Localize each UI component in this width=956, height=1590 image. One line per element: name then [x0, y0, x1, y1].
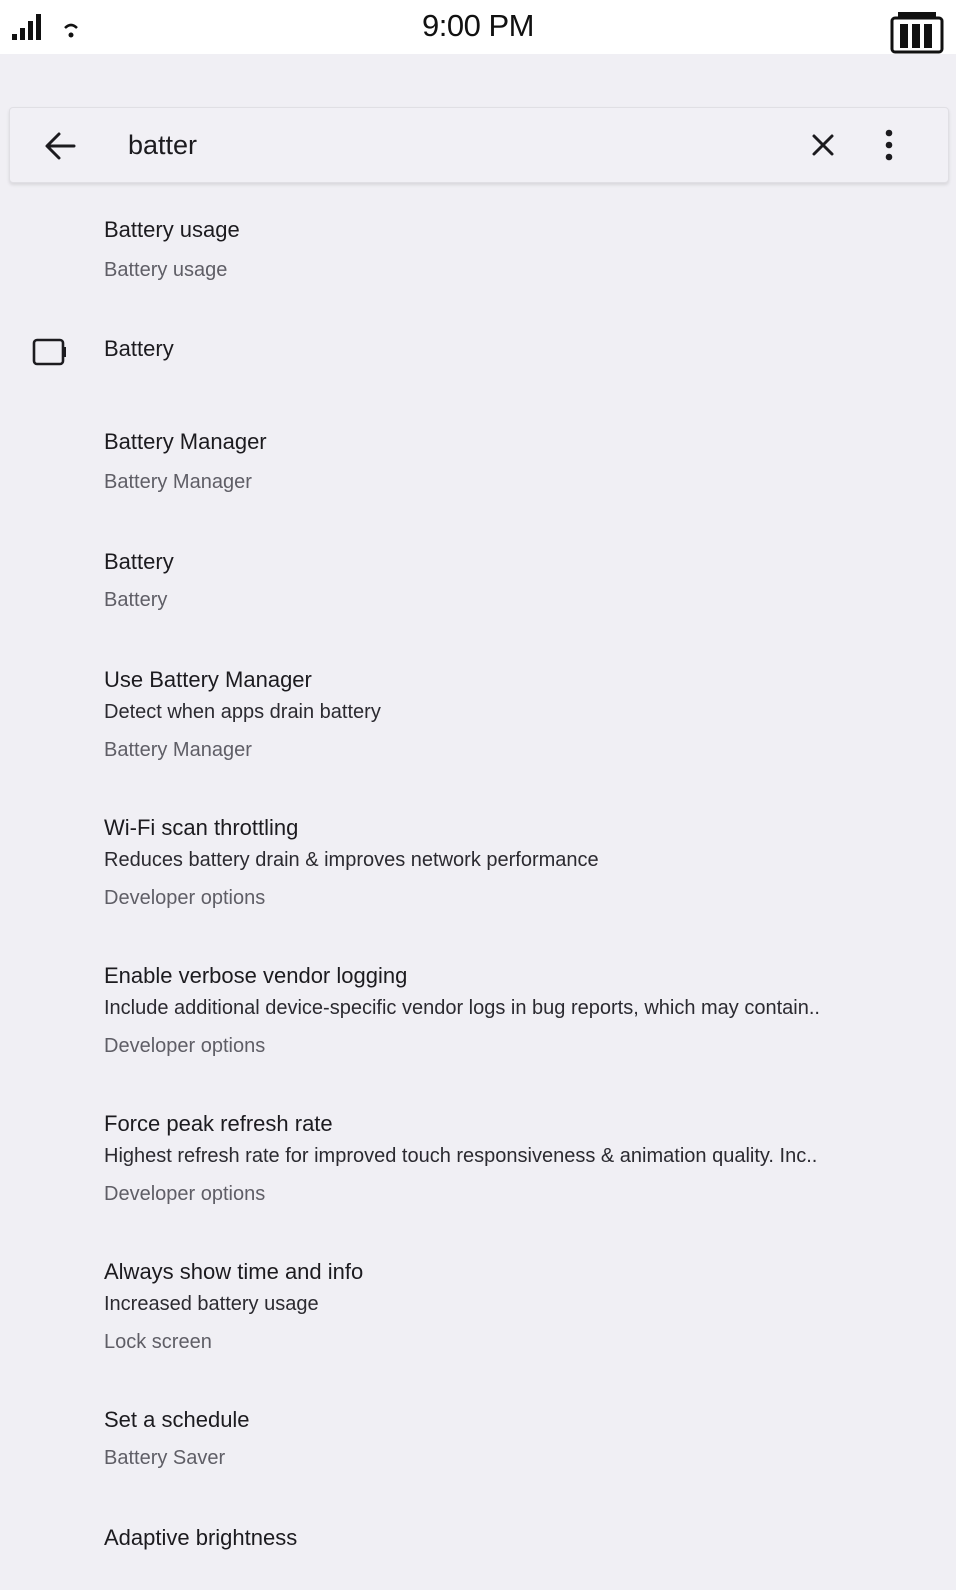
- result-title: Always show time and info: [104, 1259, 364, 1284]
- more-vert-icon[interactable]: [876, 126, 902, 164]
- result-path: Battery: [104, 589, 168, 611]
- result-title: Enable verbose vendor logging: [104, 963, 408, 988]
- result-title: Force peak refresh rate: [104, 1111, 333, 1136]
- result-summary: Highest refresh rate for improved touch responsiveness & animation quality. Inc..: [104, 1145, 818, 1167]
- result-item[interactable]: [0, 1226, 956, 1374]
- result-item[interactable]: [0, 394, 956, 514]
- result-item[interactable]: [0, 190, 956, 302]
- result-path: Lock screen: [104, 1331, 212, 1353]
- result-summary: Detect when apps drain battery: [104, 701, 381, 723]
- result-title: Battery Manager: [104, 429, 267, 454]
- search-input[interactable]: [128, 127, 748, 163]
- result-item[interactable]: [0, 782, 956, 930]
- result-title: Wi-Fi scan throttling: [104, 815, 299, 840]
- result-path: Battery Manager: [104, 739, 252, 761]
- result-title: Battery usage: [104, 217, 240, 242]
- result-title: Battery: [104, 336, 174, 361]
- battery-outline-icon: [32, 338, 68, 366]
- status-time: 9:00 PM: [422, 8, 534, 43]
- result-title: Battery: [104, 549, 174, 574]
- battery-icon: [890, 12, 946, 54]
- result-item[interactable]: [0, 1374, 956, 1492]
- result-item[interactable]: [0, 930, 956, 1078]
- result-path: Battery Manager: [104, 471, 252, 493]
- result-title: Use Battery Manager: [104, 667, 312, 692]
- result-path: Battery usage: [104, 259, 228, 281]
- result-path: Battery Saver: [104, 1447, 226, 1469]
- result-summary: Reduces battery drain & improves network performance: [104, 849, 599, 871]
- result-title: Set a schedule: [104, 1407, 250, 1432]
- result-item[interactable]: [0, 1078, 956, 1226]
- result-item[interactable]: [0, 1492, 956, 1590]
- result-summary: Include additional device-specific vendor logs in bug reports, which may contain..: [104, 997, 820, 1019]
- search-bar: [9, 107, 949, 183]
- result-path: Developer options: [104, 1183, 266, 1205]
- result-summary: Increased battery usage: [104, 1293, 319, 1315]
- status-bar: [0, 0, 956, 54]
- result-path: Developer options: [104, 887, 266, 909]
- result-title: Adaptive brightness: [104, 1525, 298, 1550]
- result-path: Developer options: [104, 1035, 266, 1057]
- result-item[interactable]: [0, 514, 956, 634]
- close-icon[interactable]: [806, 128, 840, 162]
- result-item[interactable]: [0, 302, 956, 394]
- result-item[interactable]: [0, 634, 956, 782]
- back-arrow-icon[interactable]: [40, 126, 80, 166]
